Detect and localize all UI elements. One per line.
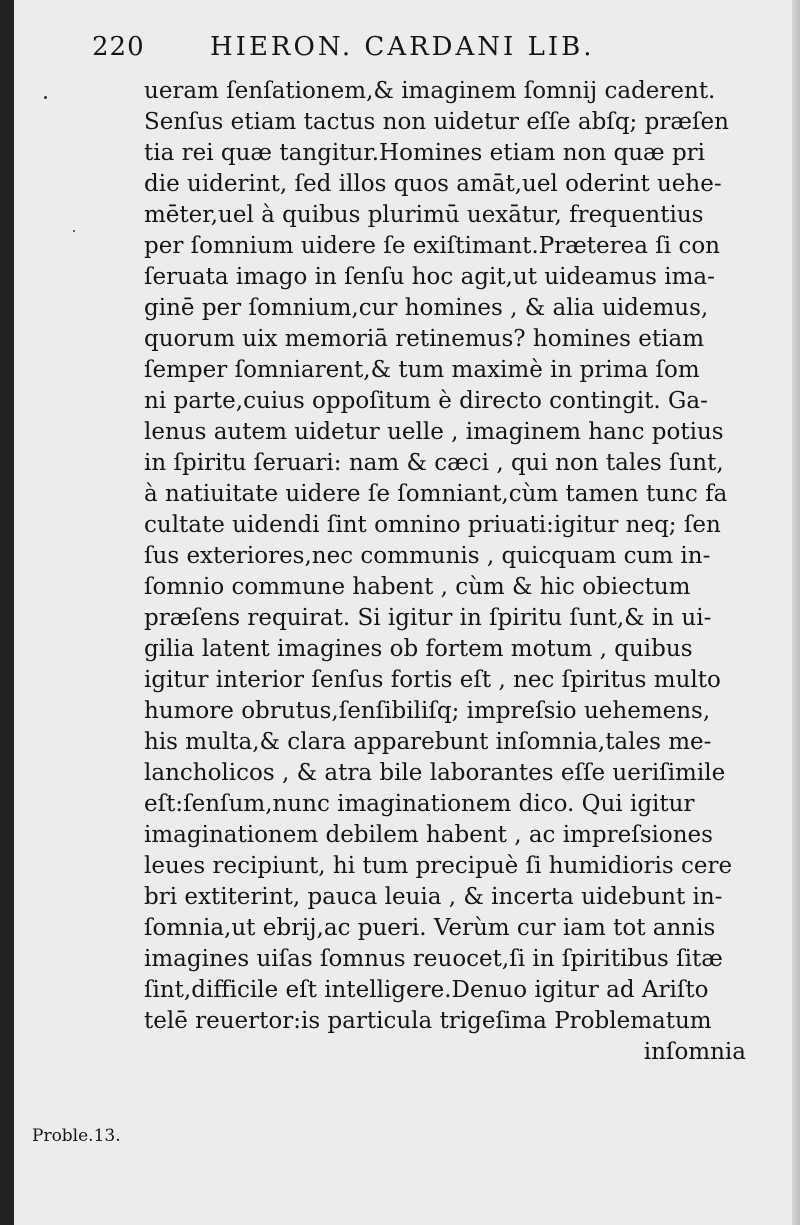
text-line: ueram ſenſationem,& imaginem ſomnij caderent. xyxy=(144,78,716,104)
text-line: ſeruata imago in ſenſu hoc agit,ut uideamus ima- xyxy=(144,264,715,290)
text-line: bri extiterint, pauca leuia , & incerta uidebunt in- xyxy=(144,884,723,910)
page-number: 220 xyxy=(92,32,145,62)
text-line: igitur interior ſenſus fortis eſt , nec ſpiritus multo xyxy=(144,667,721,693)
text-line: cultate uidendi ſint omnino priuati:igitur neq; ſen xyxy=(144,512,721,538)
text-line: per ſomnium uidere ſe exiſtimant.Præterea ſi con xyxy=(144,233,720,259)
text-line: ſomnio commune habent , cùm & hic obiectum xyxy=(144,574,691,600)
text-line: ſus exteriores,nec communis , quicquam cum in- xyxy=(144,543,711,569)
text-line: ſomnia,ut ebrij,ac pueri. Verùm cur iam tot annis xyxy=(144,915,716,941)
text-line: imagines uiſas ſomnus reuocet,ſi in ſpiritibus ſitæ xyxy=(144,946,723,972)
ink-speck xyxy=(73,230,75,232)
running-title: HIERON. CARDANI LIB. xyxy=(210,32,595,62)
text-line: imaginationem debilem habent , ac impreſsiones xyxy=(144,822,713,848)
text-line: telē reuertor:is particula trigeſima Problematum xyxy=(144,1008,712,1034)
text-line: tia rei quæ tangitur.Homines etiam non quæ pri xyxy=(144,140,706,166)
page-edge-shadow xyxy=(792,0,800,1225)
text-line: humore obrutus,ſenſibiliſq; impreſsio uehemens, xyxy=(144,698,711,724)
text-line: lenus autem uidetur uelle , imaginem hanc potius xyxy=(144,419,724,445)
ink-speck xyxy=(44,96,47,99)
text-line: die uiderint, ſed illos quos amāt,uel oderint uehe- xyxy=(144,171,722,197)
text-line: Senſus etiam tactus non uidetur eſſe abſq; præſen xyxy=(144,109,729,135)
text-line: ſint,difficile eſt intelligere.Denuo igitur ad Ariſto xyxy=(144,977,709,1003)
text-line: his multa,& clara apparebunt inſomnia,tales me- xyxy=(144,729,712,755)
text-line: ni parte,cuius oppoſitum è directo contingit. Ga- xyxy=(144,388,708,414)
catchword: inſomnia xyxy=(643,1039,746,1065)
margin-note: Proble.13. xyxy=(32,1126,121,1146)
text-line: leues recipiunt, hi tum precipuè ſi humidioris cere xyxy=(144,853,733,879)
text-line: in ſpiritu ſeruari: nam & cæci , qui non tales ſunt, xyxy=(144,450,724,476)
text-line: gilia latent imagines ob fortem motum , quibus xyxy=(144,636,693,662)
page-gutter-shadow xyxy=(0,0,14,1225)
text-line: quorum uix memoriā retinemus? homines etiam xyxy=(144,326,705,352)
body-text-block xyxy=(144,76,748,1068)
text-line: lancholicos , & atra bile laborantes eſſe ueriſimile xyxy=(144,760,726,786)
text-line: à natiuitate uidere ſe ſomniant,cùm tamen tunc fa xyxy=(144,481,728,507)
text-line: ſemper ſomniarent,& tum maximè in prima ſom xyxy=(144,357,700,383)
text-line: ginē per ſomnium,cur homines , & alia uidemus, xyxy=(144,295,709,321)
text-line: eſt:ſenſum,nunc imaginationem dico. Qui igitur xyxy=(144,791,695,817)
text-line: præſens requirat. Si igitur in ſpiritu ſunt,& in ui- xyxy=(144,605,712,631)
text-line: mēter,uel à quibus plurimū uexātur, frequentius xyxy=(144,202,704,228)
running-header xyxy=(92,32,702,66)
